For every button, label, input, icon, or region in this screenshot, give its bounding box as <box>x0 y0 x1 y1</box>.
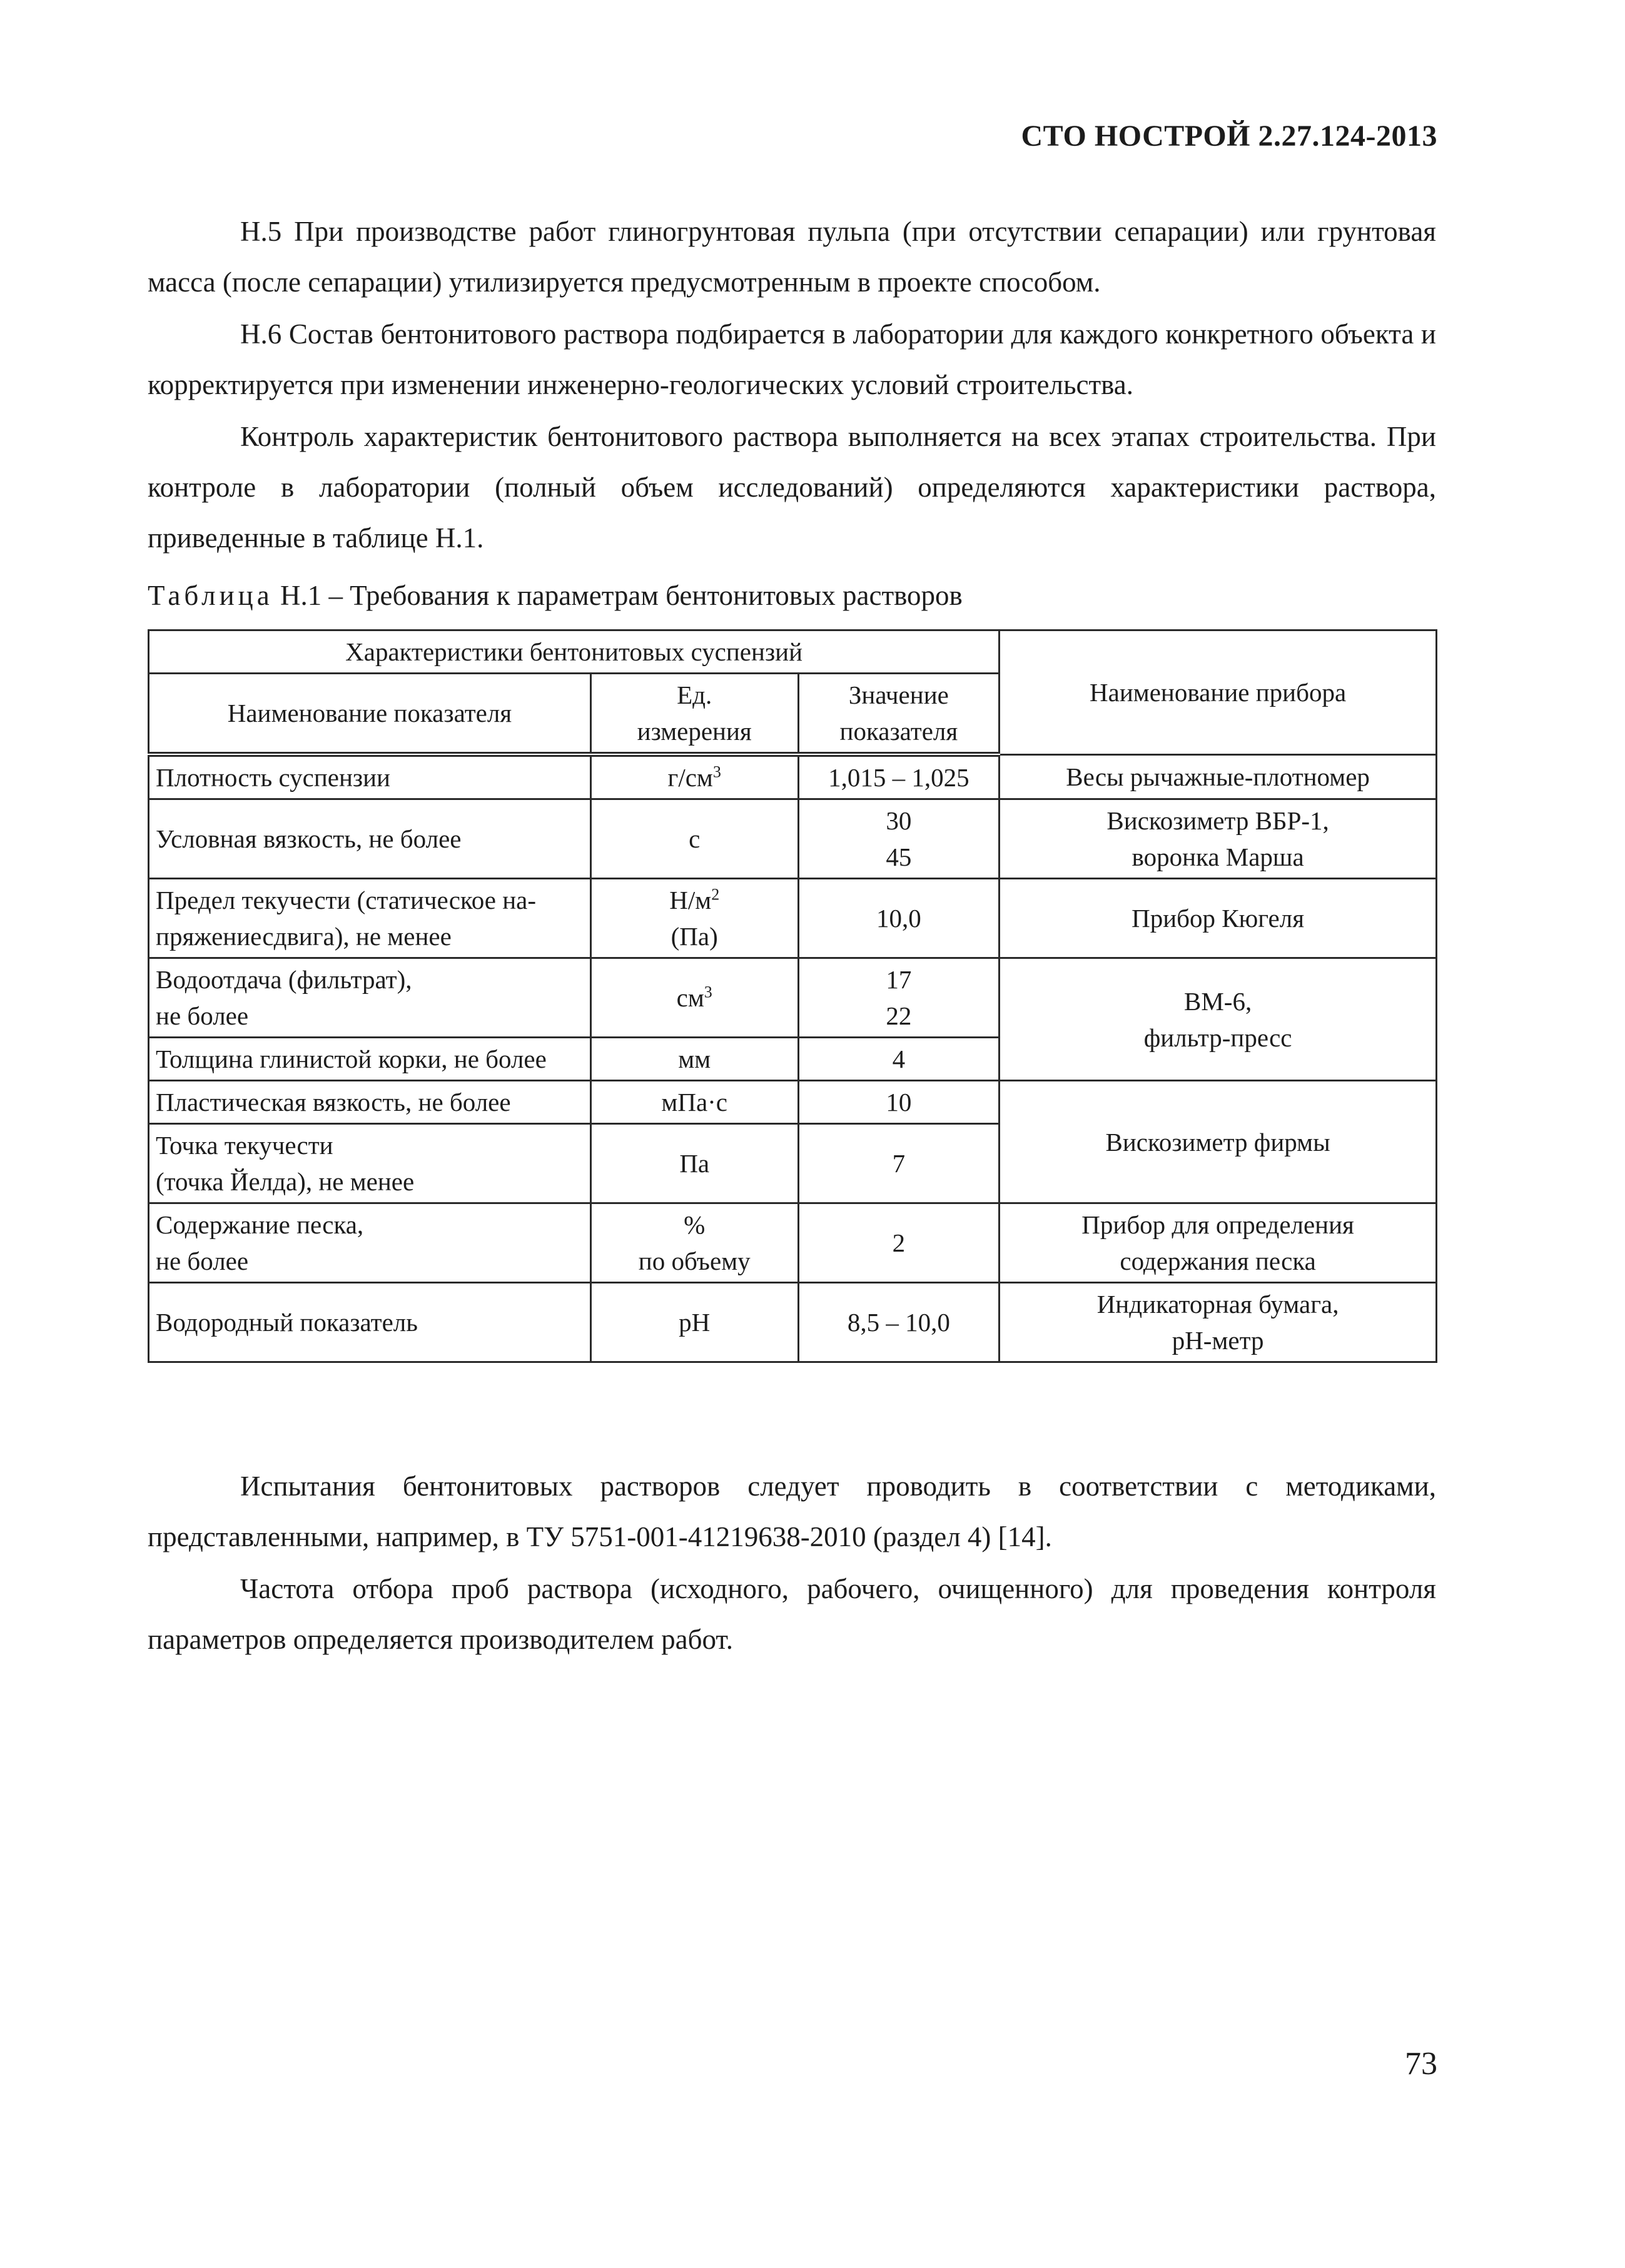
paragraph-n5: Н.5 При производстве работ глиногрунтовая пульпа (при отсутствии сепарации) или грунтовая масса (после сепарации) утилизируется предусмотренным в проекте способом. <box>148 216 1436 298</box>
row-unit: $Н/м^2$ (Па) <box>590 879 798 958</box>
top-text-block <box>148 206 1436 565</box>
paragraph-testing: Испытания бентонитовых растворов следует проводить в соответствии с методиками, представленными, например, в ТУ 5751-001-41219638-2010 (раздел 4) [14]. <box>148 1471 1436 1552</box>
device-column-header: Наименование прибора <box>1000 630 1437 755</box>
table-row <box>149 1203 1437 1283</box>
value-column-header: Значение показателя <box>798 674 1000 755</box>
table-row <box>149 958 1437 1038</box>
table-row <box>149 879 1437 958</box>
row-device: Вискозиметр фирмы <box>1000 1081 1437 1203</box>
row-unit: с <box>590 799 798 879</box>
row-device: Вискозиметр ВБР-1, воронка Марша <box>1000 799 1437 879</box>
requirements-table <box>148 629 1437 1363</box>
row-unit: мПа·с <box>590 1081 798 1124</box>
row-device: Прибор для определения содержания песка <box>1000 1203 1437 1283</box>
row-value: 30 45 <box>798 799 1000 879</box>
table-header-row <box>149 630 1437 674</box>
row-name: Толщина глинистой корки, не более <box>149 1038 591 1081</box>
document-header: СТО НОСТРОЙ 2.27.124-2013 <box>1021 119 1437 153</box>
bottom-text-block <box>148 1461 1436 1666</box>
page-number: 73 <box>1405 2046 1437 2082</box>
row-unit: $см^3$ <box>590 958 798 1038</box>
row-name: Точка текучести (точка Йелда), не менее <box>149 1124 591 1203</box>
row-name: Водоотдача (фильтрат), не более <box>149 958 591 1038</box>
row-value: 8,5 – 10,0 <box>798 1283 1000 1362</box>
table-caption-text: Н.1 – Требования к параметрам бентонитовых растворов <box>273 580 963 611</box>
table-row <box>149 754 1437 799</box>
row-unit: мм <box>590 1038 798 1081</box>
row-unit: pH <box>590 1283 798 1362</box>
unit-column-header: Ед. измерения <box>590 674 798 755</box>
paragraph-n6: Н.6 Состав бентонитового раствора подбирается в лаборатории для каждого конкретного объекта и корректируется при изменении инженерно-геологических условий строительства. <box>148 318 1436 400</box>
name-column-header: Наименование показателя <box>149 674 591 755</box>
row-value: 7 <box>798 1124 1000 1203</box>
table-row <box>149 799 1437 879</box>
table-row <box>149 1283 1437 1362</box>
row-device: Прибор Кюгеля <box>1000 879 1437 958</box>
row-value: 10 <box>798 1081 1000 1124</box>
row-value: 4 <box>798 1038 1000 1081</box>
row-name: Плотность суспензии <box>149 754 591 799</box>
paragraph-control: Контроль характеристик бентонитового раствора выполняется на всех этапах строительства. При контроле в лаборатории (полный объем исследований) определяются характеристики раствора, приведенные в таблице Н.1. <box>148 421 1436 554</box>
group-header: Характеристики бентонитовых суспензий <box>149 630 1000 674</box>
table-caption <box>148 577 963 614</box>
row-value: 2 <box>798 1203 1000 1283</box>
row-name: Содержание песка, не более <box>149 1203 591 1283</box>
row-unit: Па <box>590 1124 798 1203</box>
row-value: 17 22 <box>798 958 1000 1038</box>
row-unit: % по объему <box>590 1203 798 1283</box>
row-value: 1,015 – 1,025 <box>798 754 1000 799</box>
row-device: Индикаторная бумага, pH-метр <box>1000 1283 1437 1362</box>
table-caption-label: Таблица <box>148 580 273 611</box>
row-device: Весы рычажные-плотномер <box>1000 754 1437 799</box>
row-name: Водородный показатель <box>149 1283 591 1362</box>
row-device: ВМ-6, фильтр-пресс <box>1000 958 1437 1081</box>
table-row <box>149 1081 1437 1124</box>
row-value: 10,0 <box>798 879 1000 958</box>
row-name: Предел текучести (статическое на- пряжениесдвига), не менее <box>149 879 591 958</box>
row-name: Пластическая вязкость, не более <box>149 1081 591 1124</box>
paragraph-sampling: Частота отбора проб раствора (исходного, рабочего, очищенного) для проведения контроля параметров определяется производителем работ. <box>148 1573 1436 1655</box>
row-unit: $г/см^3$ <box>590 754 798 799</box>
row-name: Условная вязкость, не более <box>149 799 591 879</box>
